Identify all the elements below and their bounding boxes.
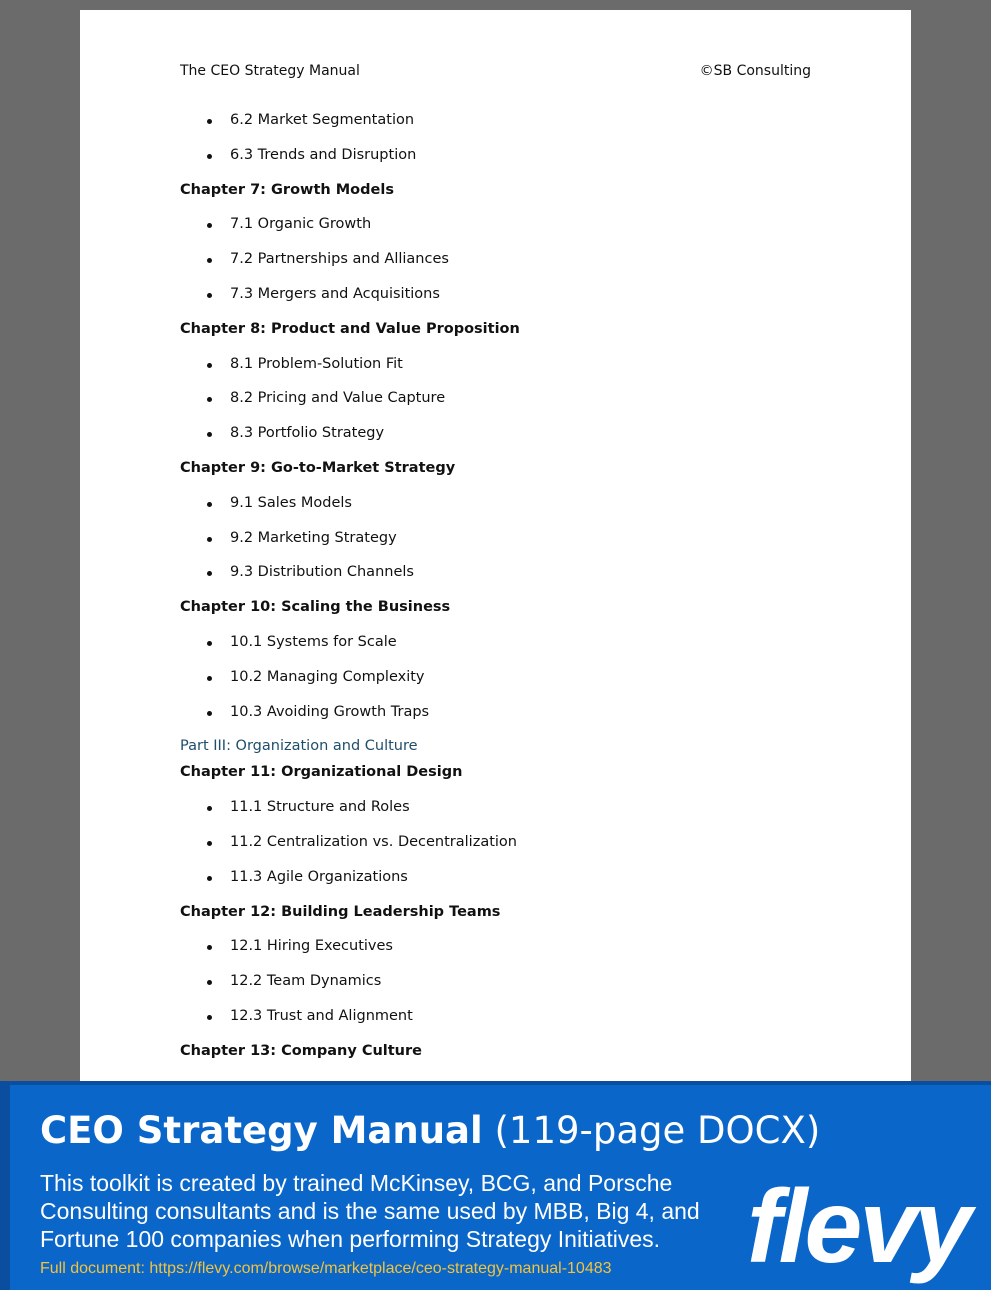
toc-chapter-heading: Chapter 9: Go-to-Market Strategy bbox=[180, 459, 456, 476]
toc-section-item: 10.2 Managing Complexity bbox=[180, 666, 811, 701]
toc-section-item: 12.2 Team Dynamics bbox=[180, 970, 811, 1005]
full-document-link[interactable]: Full document: https://flevy.com/browse/marketplace/ceo-strategy-manual-10483 bbox=[40, 1260, 612, 1277]
toc-chapter-heading: Chapter 10: Scaling the Business bbox=[180, 599, 451, 616]
toc-section-item: 11.3 Agile Organizations bbox=[180, 866, 811, 901]
toc-section-item: 8.3 Portfolio Strategy bbox=[180, 422, 811, 457]
banner-description: This toolkit is created by trained McKinsey, BCG, and Porsche Consulting consultants and is the same used by MBB, Big 4, and Fortune 100 companies when performing Strategy Initiatives. bbox=[40, 1170, 700, 1252]
toc-section-item: 7.2 Partnerships and Alliances bbox=[180, 248, 811, 283]
promo-banner bbox=[0, 1081, 991, 1290]
banner-title-pages: (119-page DOCX) bbox=[494, 1109, 821, 1152]
banner-accent-strip bbox=[0, 1085, 10, 1290]
toc-section-item: 8.1 Problem-Solution Fit bbox=[180, 353, 811, 388]
toc-section-item: 9.1 Sales Models bbox=[180, 492, 811, 527]
toc-section-item: 9.2 Marketing Strategy bbox=[180, 527, 811, 562]
toc-section-item: 6.2 Market Segmentation bbox=[180, 109, 811, 144]
table-of-contents bbox=[180, 109, 811, 1075]
toc-part-heading: Part III: Organization and Culture bbox=[180, 738, 418, 755]
toc-section-item: 11.2 Centralization vs. Decentralization bbox=[180, 831, 811, 866]
toc-section-item: 8.2 Pricing and Value Capture bbox=[180, 387, 811, 422]
toc-section-item: 10.1 Systems for Scale bbox=[180, 631, 811, 666]
toc-chapter-heading: Chapter 8: Product and Value Proposition bbox=[180, 320, 520, 337]
banner-title bbox=[40, 1109, 820, 1152]
toc-chapter-heading: Chapter 11: Organizational Design bbox=[180, 764, 463, 781]
document-page bbox=[80, 10, 911, 1081]
toc-section-item: 6.3 Trends and Disruption bbox=[180, 144, 811, 179]
banner-title-main: CEO Strategy Manual bbox=[40, 1109, 483, 1152]
toc-section-item: 12.1 Hiring Executives bbox=[180, 935, 811, 970]
toc-section-item: 7.3 Mergers and Acquisitions bbox=[180, 283, 811, 318]
page-header-title: The CEO Strategy Manual bbox=[180, 63, 360, 79]
flevy-logo[interactable]: flevy bbox=[746, 1169, 969, 1285]
page-header-copyright: ©SB Consulting bbox=[699, 63, 811, 79]
toc-chapter-heading: Chapter 12: Building Leadership Teams bbox=[180, 903, 501, 920]
toc-section-item: 12.3 Trust and Alignment bbox=[180, 1005, 811, 1040]
toc-chapter-heading: Chapter 13: Company Culture bbox=[180, 1042, 422, 1059]
toc-section-item: 11.1 Structure and Roles bbox=[180, 796, 811, 831]
toc-section-item: 10.3 Avoiding Growth Traps bbox=[180, 701, 811, 736]
toc-section-item: 7.1 Organic Growth bbox=[180, 213, 811, 248]
toc-chapter-heading: Chapter 7: Growth Models bbox=[180, 181, 394, 198]
toc-section-item: 9.3 Distribution Channels bbox=[180, 561, 811, 596]
